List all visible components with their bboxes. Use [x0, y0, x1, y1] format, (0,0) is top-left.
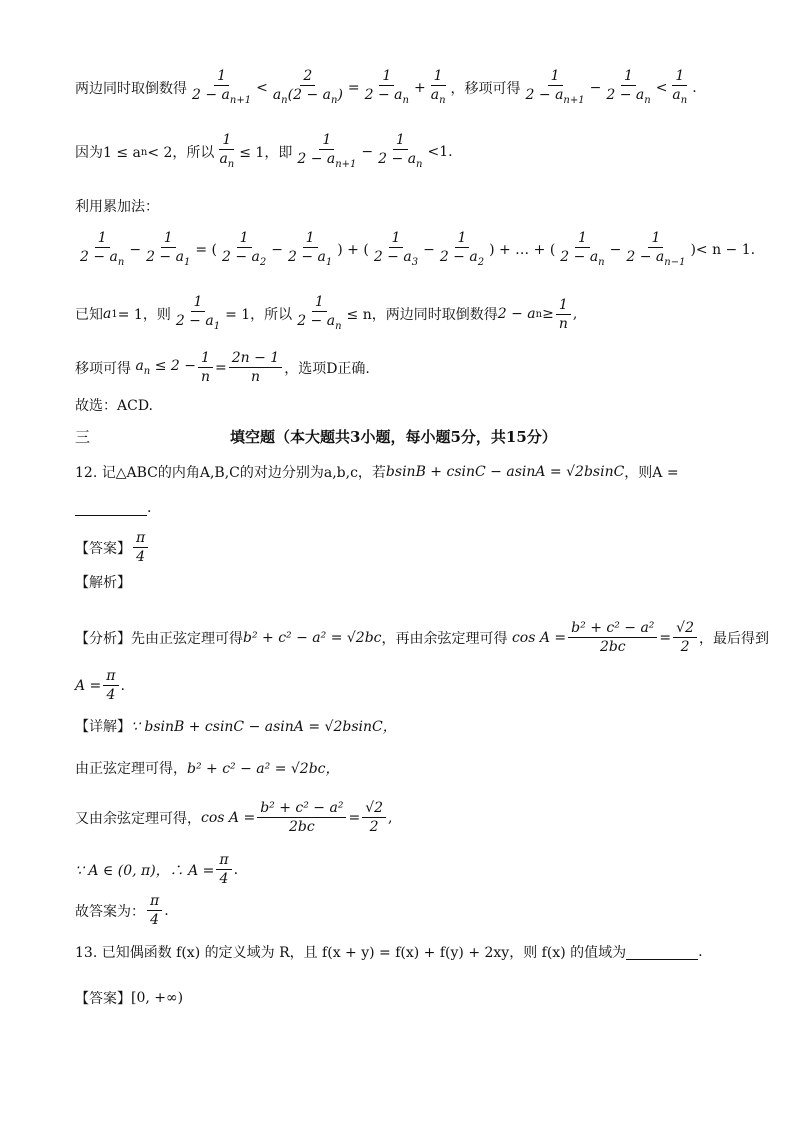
q12-ask: ，则A = [624, 465, 679, 481]
line-telescoping: $\frac{1}{2 - a_n}$ − $\frac{1}{2 - a_1}$ = ( $\frac{1}{2 - a_2}$ − $\frac{1}{2 - a_1}$ ) + ( $\frac{1}{2 - a_3}$ − $\frac{1}{2 - a_2}$ ) + … + ( $\frac{1}{2 - a_n}$ − $\frac{1}{2 - a_{n-1}}$ ) < n − 1. [80, 230, 756, 268]
line-reciprocal: 两边同时取倒数得 $\frac{1}{2 - a_{n+1}}$ < $\frac{2}{a_n(2 - a_n)}$ = $\frac{1}{2 - a_n}$ + $\frac{1}{a_n}$ ，移项可得 $\frac{1}{2 - a_{n+1}}$ − $\frac{1}{2 - a_n}$ < $\frac{1}{a_n}$ . [75, 68, 697, 109]
frac-2: $\frac{2}{a_n(2 - a_n)}$ [272, 68, 343, 106]
text-l5-le: ≤ n，两边同时取倒数得 [346, 307, 498, 324]
text-l5-end: 2 − a [497, 306, 536, 323]
text-l7: 故选：ACD. [75, 398, 153, 414]
frac-4: $\frac{1}{a_n}$ [430, 68, 446, 106]
frac-7: $\frac{1}{a_n}$ [672, 68, 688, 106]
line-known: 已知 a 1 = 1，则 $\frac{1}{2 - a_1}$ = 1，所以 $\frac{1}{2 - a_n}$ ≤ n，两边同时取倒数得 2 − a n ≥ $\frac{1}{n}$ , [75, 294, 578, 332]
frac-8: $\frac{1}{a_n}$ [219, 132, 235, 170]
q12-detail-text: ∵ bsinB + csinC − asinA = √2bsinC， [131, 719, 397, 735]
q12-fenxi-label: 【分析】 [75, 630, 131, 647]
line-choice [75, 395, 153, 415]
q12-answer-label: 【答案】 [75, 540, 131, 557]
q12-analysis [75, 572, 131, 592]
q13-answer: [0, +∞) [131, 990, 184, 1006]
answer-blank [75, 501, 147, 516]
frac-3: $\frac{1}{2 - a_n}$ [364, 68, 409, 106]
q12-step2: 又由余弦定理可得， cos A = $\frac{\text{b² + c² − a²}}{2bc}$ = $\frac{√2}{2}$ , [75, 800, 393, 835]
q12-analysis-label: 【解析】 [75, 575, 131, 591]
text-l3: 利用累加法： [75, 199, 159, 215]
text-l1-mid: ，移项可得 [450, 81, 521, 98]
frac-1: $\frac{1}{2 - a_{n+1}}$ [192, 68, 252, 106]
q12-detail-label: 【详解】 [75, 719, 131, 735]
section-title: 填空题（本大题共3小题，每小题5分，共15分） [230, 428, 557, 446]
q12-step3: ∵ A ∈ (0, π)，∴ A = [75, 862, 215, 879]
q12-step1-eq: b² + c² − a² = √2bc， [187, 761, 340, 777]
q12-step1: 由正弦定理可得， [75, 761, 187, 777]
frac-9: $\frac{1}{2 - a_{n+1}}$ [297, 132, 357, 170]
q12-step2: 又由余弦定理可得， [75, 810, 201, 827]
q12-detail [75, 716, 397, 736]
q13-answer [75, 988, 183, 1008]
q12-stem [75, 462, 679, 482]
q12-answer: 【答案】 $\frac{\pi}{4}$ [75, 530, 150, 565]
text-l2-range: < 2，所以 [147, 145, 215, 162]
q12-final: 故答案为： [75, 903, 145, 920]
q12-condition: bsinB + csinC − asinA = √2bsinC [385, 464, 625, 480]
q12-fenxi-text2: ，再由余弦定理可得 [381, 630, 508, 647]
q12-fenxi-text: 先由正弦定理可得 [131, 630, 243, 647]
answer-blank-13 [626, 945, 698, 960]
q12-step1 [75, 758, 340, 778]
q12-final: 故答案为： $\frac{\pi}{4}$ . [75, 893, 169, 928]
line-result: 移项可得 $a_n \le 2$ − $\frac{1}{n}$ = $\frac{2n - 1}{n}$ ，选项D正确. [75, 350, 370, 385]
frac-10: $\frac{1}{2 - a_n}$ [378, 132, 423, 170]
text-l2-prefix: 因为1 ≤ a [75, 145, 141, 162]
text-l6-end: ，选项D正确. [284, 360, 370, 377]
q12-fenxi: 【分析】 先由正弦定理可得 b² + c² − a² = √2bc ，再由余弦定理可得 cos A = $\frac{\text{b² + c² − a²}}{2bc}$ = $\frac{√2}{2}$ ，最后得到 [75, 620, 769, 655]
text-l1-prefix: 两边同时取倒数得 [75, 81, 187, 98]
q12-step3: ∵ A ∈ (0, π)，∴ A = $\frac{\pi}{4}$ . [75, 852, 239, 887]
text-l5-prefix: 已知 [75, 307, 103, 324]
q12-fenxi-text3: ，最后得到 [698, 630, 769, 647]
q12-fenxi-eq1: b² + c² − a² = √2bc [243, 629, 382, 646]
text-l5-so: = 1，所以 [225, 307, 293, 324]
frac-6: $\frac{1}{2 - a_n}$ [606, 68, 651, 106]
q12-fenxi-result: A = $\frac{\pi}{4}$ . [75, 668, 125, 703]
q13-stem: 13. 已知偶函数 f(x) 的定义域为 R，且 f(x + y) = f(x) + f(y) + 2xy，则 f(x) 的值域为 . [75, 944, 703, 961]
section-number: 三 [75, 428, 91, 446]
text-l5-eq1: = 1，则 [117, 307, 171, 324]
q13-text: 13. 已知偶函数 f(x) 的定义域为 R，且 f(x + y) = f(x) + f(y) + 2xy，则 f(x) 的值域为 [75, 945, 627, 961]
text-l5-ge: ≥ [542, 306, 554, 323]
text-l5-a1: a [103, 306, 112, 323]
line-bounds: 因为1 ≤ a n < 2，所以 $\frac{1}{a_n}$ ≤ 1，即 $\frac{1}{2 - a_{n+1}}$ − $\frac{1}{2 - a_n}$ <1. [75, 132, 453, 173]
q12-text: 12. 记△ABC的内角A,B,C的对边分别为a,b,c，若 [75, 465, 386, 481]
text-l4-tail: < n − 1. [695, 242, 756, 259]
text-l2-ineq: ≤ 1，即 [239, 145, 293, 162]
q12-blank: . [75, 500, 151, 516]
frac-5: $\frac{1}{2 - a_{n+1}}$ [525, 68, 585, 106]
line-accumulate [75, 196, 159, 216]
q13-answer-label: 【答案】 [75, 991, 131, 1007]
section-heading [75, 426, 715, 447]
text-l6-prefix: 移项可得 [75, 360, 131, 377]
